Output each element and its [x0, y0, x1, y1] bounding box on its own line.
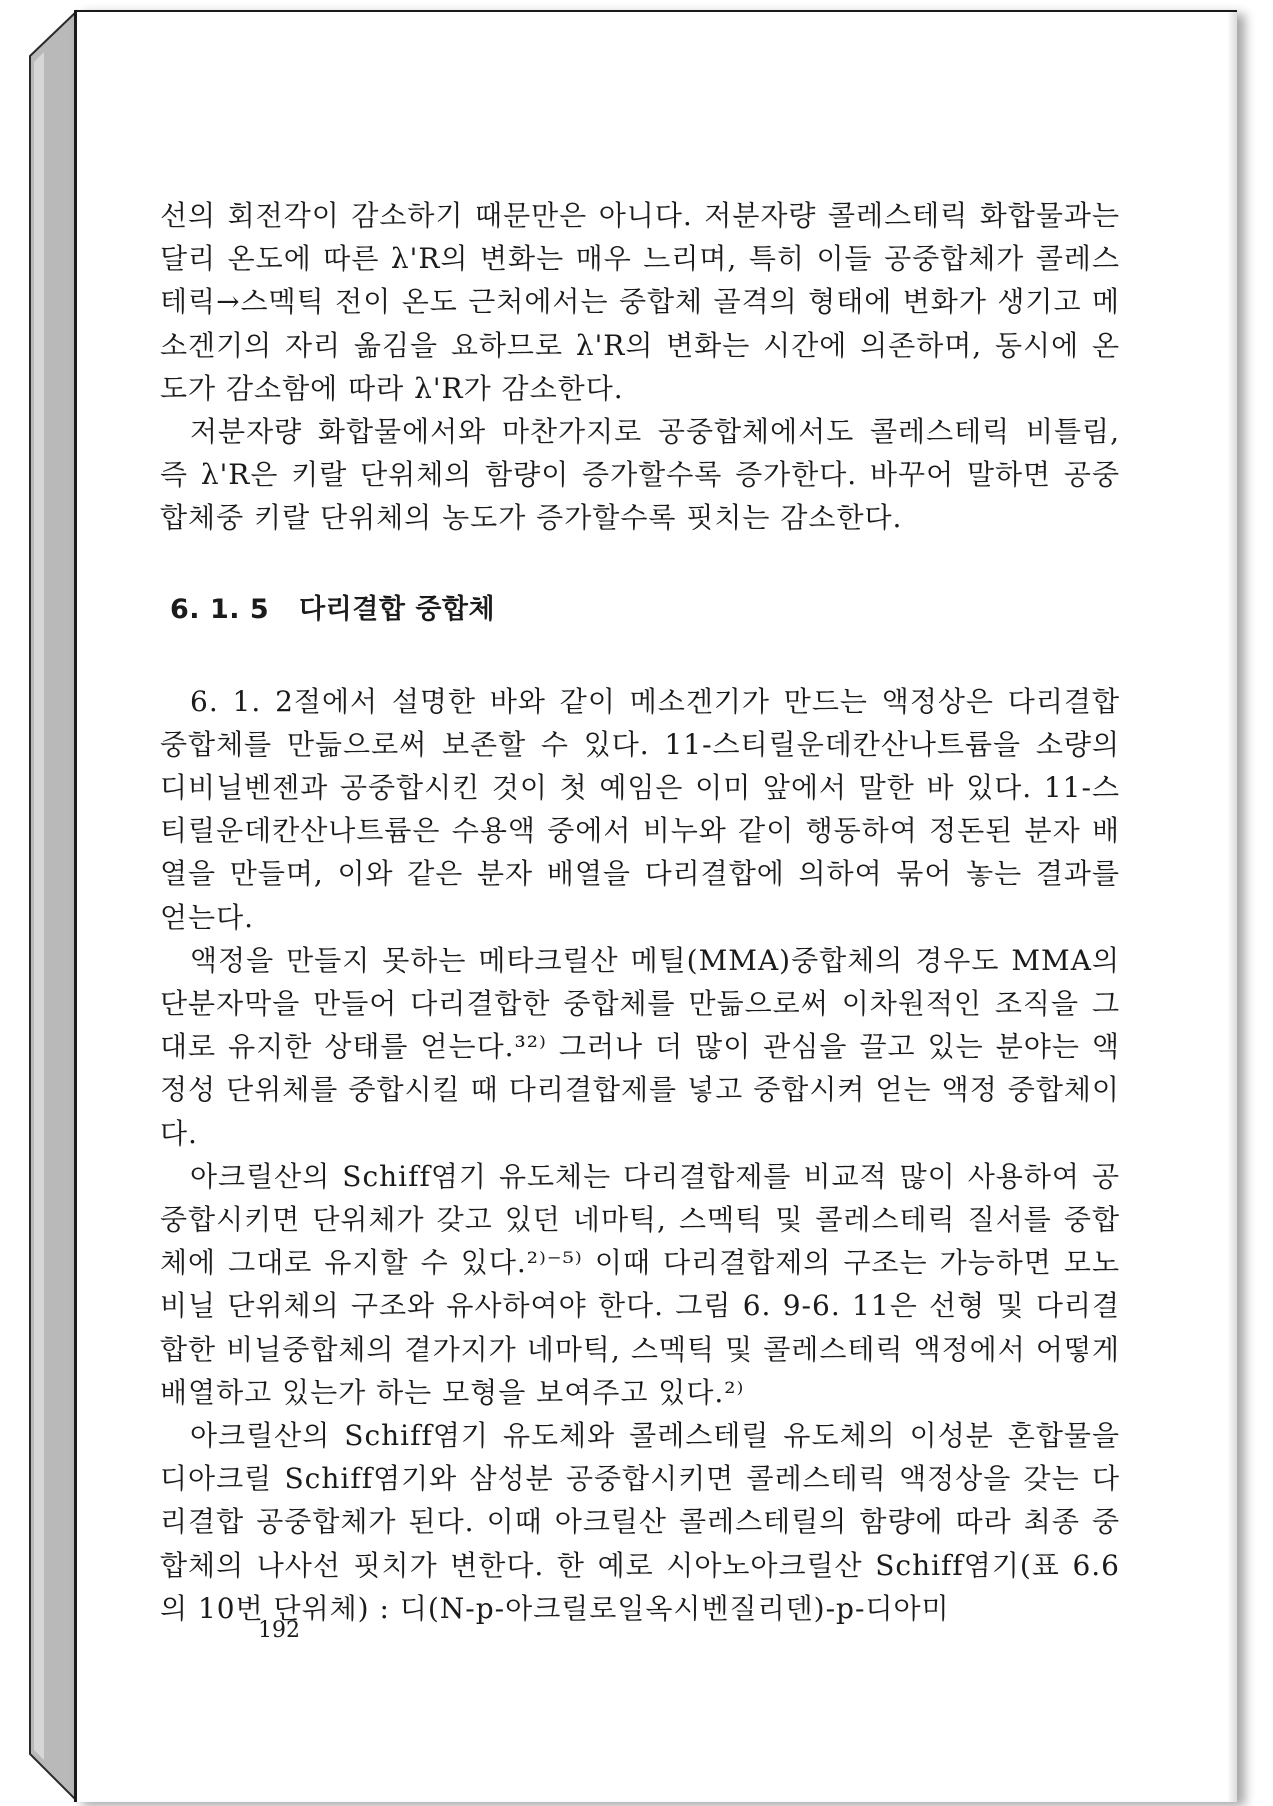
- spine-highlight: [34, 52, 44, 1760]
- body-text: [160, 194, 1120, 1630]
- book-spine: [0, 0, 80, 1806]
- page-edge-shadow: [1227, 12, 1237, 1802]
- page-number: 192: [258, 1618, 300, 1643]
- paragraph-crosslink-intro: 6. 1. 2절에서 설명한 바와 같이 메소겐기가 만드는 액정상은 다리결합 중합체를 만듦으로써 보존할 수 있다. 11-스티릴운데칸산나트륨을 소량의 디비닐벤젠과 공중합시킨 것이 첫 예임은 이미 앞에서 말한 바 있다. 11-스티릴운데칸산나트륨은 수용액 중에서 비누와 같이 행동하여 정돈된 분자 배열을 만들며, 이와 같은 분자 배열을 다리결합에 의하여 묶어 놓는 결과를 얻는다.: [160, 684, 1120, 934]
- paragraph-mma: 액정을 만들지 못하는 메타크릴산 메틸(MMA)중합체의 경우도 MMA의 단분자막을 만들어 다리결합한 중합체를 만듦으로써 이차원적인 조직을 그대로 유지한 상태를 얻는다.³²⁾ 그러나 더 많이 관심을 끌고 있는 분야는 액정성 단위체를 중합시킬 때 다리결합제를 넣고 중합시켜 얻는 액정 중합체이다.: [160, 943, 1120, 1150]
- paragraph-schiff-base: 아크릴산의 Schiff염기 유도체는 다리결합제를 비교적 많이 사용하여 공중합시키면 단위체가 갖고 있던 네마틱, 스멕틱 및 콜레스테릭 질서를 중합체에 그대로 유지할 수 있다.²⁾⁻⁵⁾ 이때 다리결합제의 구조는 가능하면 모노비닐 단위체의 구조와 유사하여야 한다. 그림 6. 9-6. 11은 선형 및 다리결합한 비닐중합체의 곁가지가 네마틱, 스멕틱 및 콜레스테릭 액정에서 어떻게 배열하고 있는가 하는 모형을 보여주고 있다.²⁾: [160, 1159, 1120, 1409]
- paragraph-continued: 선의 회전각이 감소하기 때문만은 아니다. 저분자량 콜레스테릭 화합물과는 달리 온도에 따른 λ'R의 변화는 매우 느리며, 특히 이들 공중합체가 콜레스테릭→스멕틱 전이 온도 근처에서는 중합체 골격의 형태에 변화가 생기고 메소겐기의 자리 옮김을 요하므로 λ'R의 변화는 시간에 의존하며, 동시에 온도가 감소함에 따라 λ'R가 감소한다.: [160, 199, 1120, 405]
- paragraph-cholesteric-twist: 저분자량 화합물에서와 마찬가지로 공중합체에서도 콜레스테릭 비틀림, 즉 λ'R은 키랄 단위체의 함량이 증가할수록 증가한다. 바꾸어 말하면 공중합체중 키랄 단위체의 농도가 증가할수록 핏치는 감소한다.: [160, 415, 1120, 535]
- paragraph-terpolymer: 아크릴산의 Schiff염기 유도체와 콜레스테릴 유도체의 이성분 혼합물을 디아크릴 Schiff염기와 삼성분 공중합시키면 콜레스테릭 액정상을 갖는 다리결합 공중합체가 된다. 이때 아크릴산 콜레스테릴의 함량에 따라 최종 중합체의 나사선 핏치가 변한다. 한 예로 시아노아크릴산 Schiff염기(표 6.6의 10번 단위체) : 디(N-p-아크릴로일옥시벤질리덴)-p-디아미: [160, 1419, 1120, 1625]
- section-number: 6. 1. 5: [170, 593, 270, 625]
- section-title: 다리결합 중합체: [299, 593, 496, 625]
- section-heading: [160, 590, 1120, 630]
